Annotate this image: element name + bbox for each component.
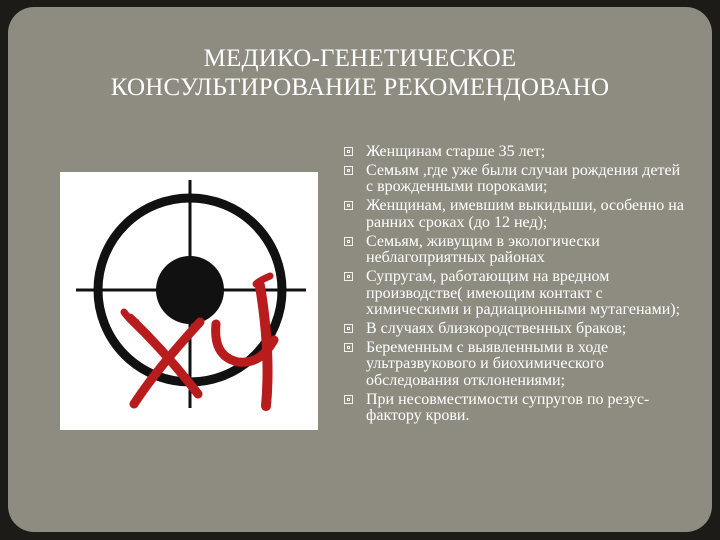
list-item [344, 163, 690, 196]
list-item-text: Супругам, работающим на вредном производстве( имеющим контакт с химическими и радиационными мутагенами); [366, 268, 681, 319]
genetics-logo [60, 172, 318, 430]
list-item-text: Беременным с выявленными в ходе ультразвукового и биохимического обследования отклонениями; [366, 339, 609, 389]
square-bullet-icon [344, 324, 353, 333]
list-item [344, 321, 690, 337]
list-item-text: Женщинам, имевшим выкидыши, особенно на ранних сроках (до 12 нед); [366, 197, 684, 231]
list-item-text: Семьям ,где уже были случаи рождения детей с врожденными пороками; [366, 162, 681, 196]
list-item-text: Семьям, живущим в экологически неблагоприятных районах [366, 232, 600, 267]
list-item [344, 234, 690, 267]
list-item-text: При несовместимости супругов по резус-фактору крови. [366, 390, 650, 425]
square-bullet-icon [344, 237, 353, 246]
title-line-1: МЕДИКО-ГЕНЕТИЧЕСКОЕ [203, 45, 517, 72]
square-bullet-icon [344, 343, 353, 352]
list-item-text: В случаях близкородственных браков; [366, 320, 627, 338]
square-bullet-icon [344, 395, 353, 404]
slide-title [40, 44, 680, 102]
square-bullet-icon [344, 201, 353, 210]
recommendations-list [344, 144, 690, 427]
list-item [344, 144, 690, 160]
square-bullet-icon [344, 147, 353, 156]
square-bullet-icon [344, 166, 353, 175]
title-line-2: КОНСУЛЬТИРОВАНИЕ РЕКОМЕНДОВАНО [110, 74, 610, 101]
list-item [344, 198, 690, 231]
crosshair-chromosome-icon [60, 172, 318, 430]
square-bullet-icon [344, 272, 353, 281]
list-item [344, 340, 690, 389]
list-item [344, 392, 690, 425]
list-item [344, 269, 690, 318]
list-item-text: Женщинам старше 35 лет; [366, 143, 546, 160]
